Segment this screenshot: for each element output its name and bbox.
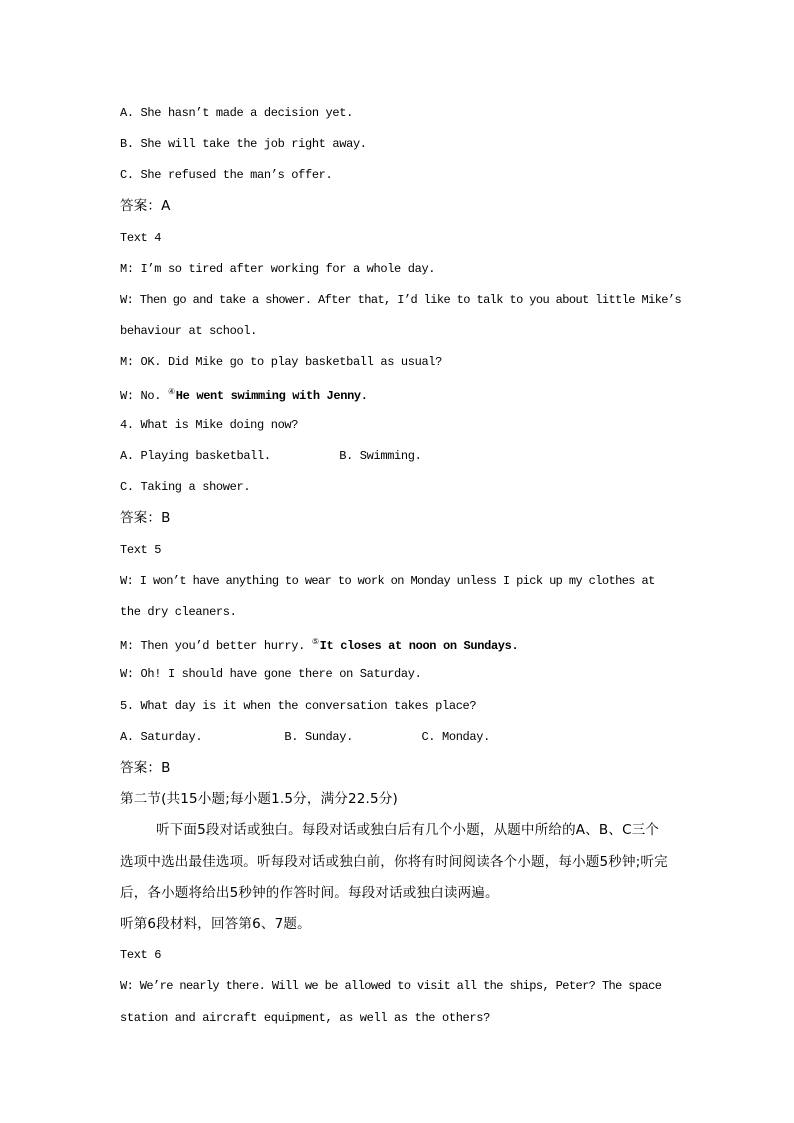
key-sentence: It closes at noon on Sundays. [319, 639, 519, 653]
dialogue-line: station and aircraft equipment, as well as the others? [120, 1011, 490, 1025]
footnote-marker: ⑤ [311, 638, 319, 647]
option-c: C. Taking a shower. [120, 480, 251, 494]
dialogue-line: M: I’m so tired after working for a whole day. [120, 262, 436, 276]
dialogue-line: behaviour at school. [120, 324, 258, 338]
footnote-marker: ④ [167, 388, 175, 397]
option-a: A. She hasn’t made a decision yet. [120, 106, 353, 120]
dialogue-text: W: No. [120, 389, 162, 403]
answer-5: 答案：B [120, 760, 171, 776]
section-heading: 第二节(共15小题;每小题1.5分，满分22.5分) [120, 791, 398, 807]
dialogue-line: M: OK. Did Mike go to play basketball as usual? [120, 355, 443, 369]
dialogue-text: M: Then you’d better hurry. [120, 639, 305, 653]
question-4: 4. What is Mike doing now? [120, 418, 299, 432]
dialogue-line: W: Oh! I should have gone there on Saturday. [120, 667, 422, 681]
material-instruction: 听第6段材料，回答第6、7题。 [120, 916, 311, 932]
dialogue-line: W: I won’t have anything to wear to work on Monday unless I pick up my clothes at [120, 574, 655, 588]
dialogue-line [120, 385, 368, 404]
key-sentence: He went swimming with Jenny. [175, 389, 368, 403]
instructions-line: 后，各小题将给出5秒钟的作答时间。每段对话或独白读两遍。 [120, 885, 499, 901]
answer-3: 答案：A [120, 198, 171, 214]
dialogue-line: W: We’re nearly there. Will we be allowed to visit all the ships, Peter? The space [120, 979, 662, 993]
options-ab: A. Playing basketball. B. Swimming. [120, 449, 422, 463]
instructions-line: 选项中选出最佳选项。听每段对话或独白前，你将有时间阅读各个小题，每小题5秒钟;听完 [120, 854, 668, 870]
dialogue-line: W: Then go and take a shower. After that, I’d like to talk to you about little Mike’s [120, 293, 682, 307]
dialogue-line: the dry cleaners. [120, 605, 237, 619]
text-4-heading: Text 4 [120, 231, 162, 245]
dialogue-line [120, 635, 518, 654]
text-6-heading: Text 6 [120, 948, 162, 962]
instructions-line: 听下面5段对话或独白。每段对话或独白后有几个小题，从题中所给的A、B、C三个 [156, 822, 660, 838]
question-5: 5. What day is it when the conversation takes place? [120, 699, 477, 713]
option-b: B. She will take the job right away. [120, 137, 367, 151]
answer-4: 答案：B [120, 510, 171, 526]
option-c: C. She refused the man’s offer. [120, 168, 333, 182]
text-5-heading: Text 5 [120, 543, 162, 557]
options-abc: A. Saturday. B. Sunday. C. Monday. [120, 730, 490, 744]
